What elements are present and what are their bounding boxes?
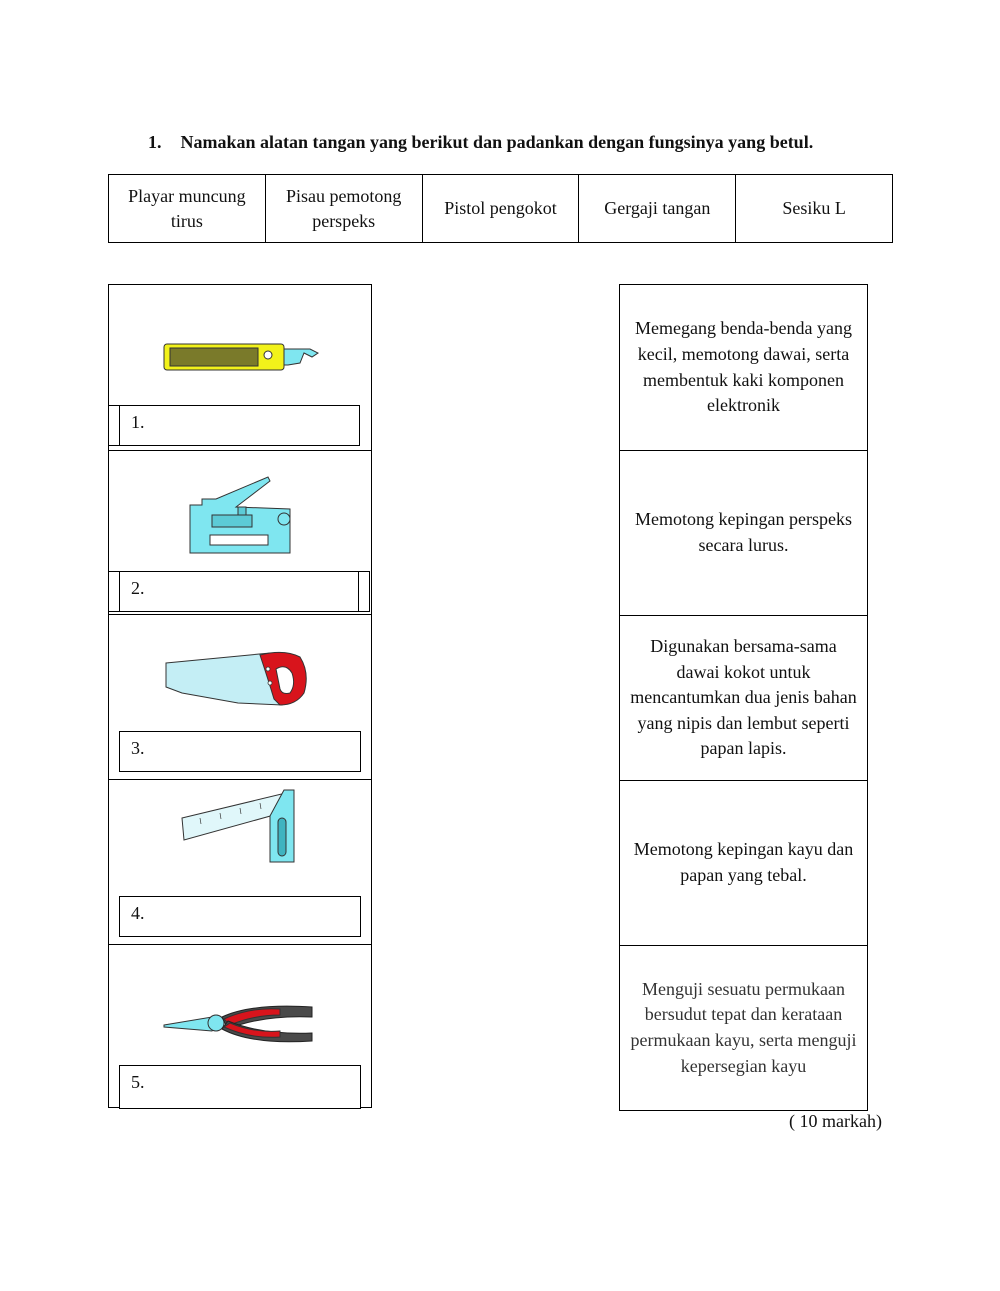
long-nose-pliers-icon xyxy=(162,1001,314,1051)
tool-cell-1 xyxy=(108,285,372,450)
question-text: Namakan alatan tangan yang berikut dan padankan dengan fungsinya yang betul. xyxy=(180,132,814,152)
answer-box-divider xyxy=(119,571,120,612)
perspex-cutter-icon xyxy=(162,341,322,375)
function-cell-1[interactable]: Memegang benda-benda yang kecil, memotong dawai, serta membentuk kaki komponen elektronik xyxy=(635,318,852,416)
answer-box-5[interactable] xyxy=(119,1065,361,1109)
question-number: 1. xyxy=(148,132,162,152)
answer-box-1[interactable] xyxy=(108,405,360,446)
question-heading xyxy=(148,132,908,153)
answer-box-4[interactable] xyxy=(119,896,361,937)
staple-gun-icon xyxy=(186,475,296,555)
function-cell-5[interactable]: Menguji sesuatu permukaan bersudut tepat dan kerataan permukaan kayu, serta menguji kepersegian kayu xyxy=(620,945,867,1110)
answer-label: 1. xyxy=(131,412,145,432)
total-marks: ( 10 markah) xyxy=(789,1111,882,1131)
word-bank-item[interactable]: Pisau pemotong perspeks xyxy=(265,175,422,243)
word-bank-item[interactable]: Sesiku L xyxy=(736,175,893,243)
try-square-icon xyxy=(180,788,298,870)
tool-column xyxy=(108,284,372,1108)
function-cell-2[interactable]: Memotong kepingan perspeks secara lurus. xyxy=(620,450,867,615)
function-column xyxy=(619,284,868,1111)
tool-cell-3 xyxy=(108,614,372,779)
answer-box-2[interactable] xyxy=(108,571,370,612)
tool-cell-4 xyxy=(108,779,372,944)
hand-saw-icon xyxy=(164,649,310,707)
tool-cell-5 xyxy=(108,944,372,1108)
answer-label: 2. xyxy=(131,578,145,598)
answer-label: 3. xyxy=(131,738,145,758)
word-bank-table xyxy=(108,174,893,243)
answer-label: 5. xyxy=(131,1072,145,1092)
word-bank-item[interactable]: Gergaji tangan xyxy=(579,175,736,243)
tool-cell-2 xyxy=(108,450,372,614)
answer-label: 4. xyxy=(131,903,145,923)
answer-box-divider xyxy=(358,571,359,612)
word-bank-item[interactable]: Playar muncung tirus xyxy=(109,175,266,243)
word-bank-item[interactable]: Pistol pengokot xyxy=(422,175,579,243)
function-cell-3[interactable]: Digunakan bersama-sama dawai kokot untuk mencantumkan dua jenis bahan yang nipis dan lembut seperti papan lapis. xyxy=(620,615,867,780)
function-cell-4[interactable]: Memotong kepingan kayu dan papan yang tebal. xyxy=(620,780,867,945)
answer-box-divider xyxy=(119,405,120,446)
answer-box-3[interactable] xyxy=(119,731,361,772)
